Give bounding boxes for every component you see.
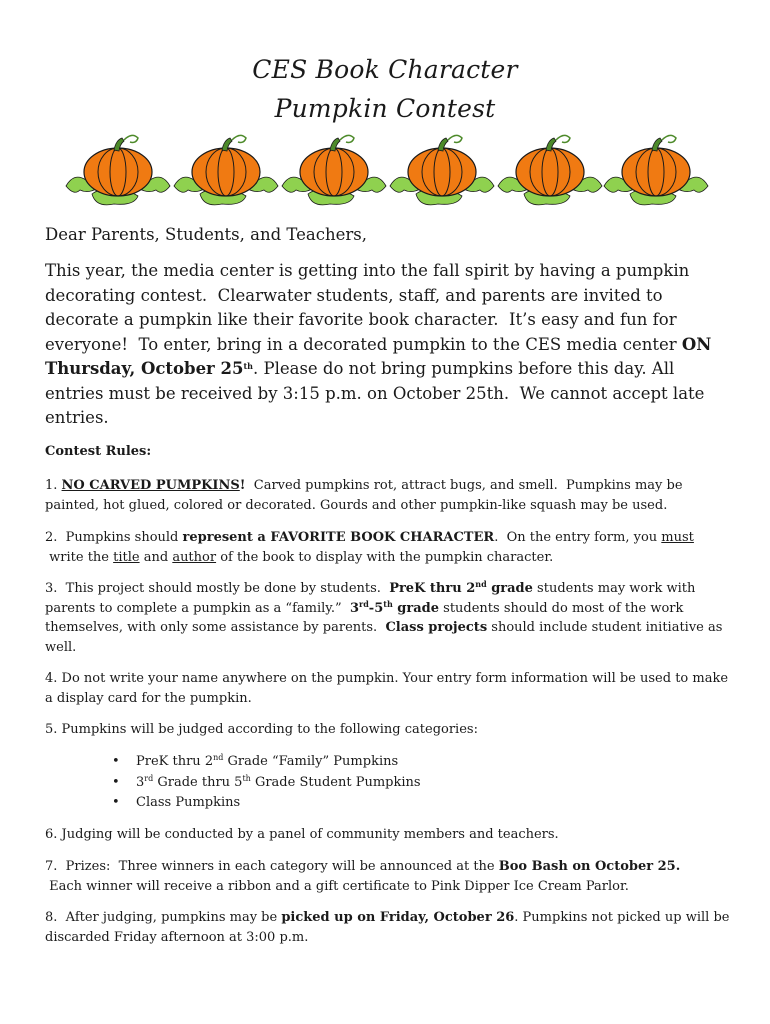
rule-3-bold-1 xyxy=(389,581,533,596)
pumpkin-icon xyxy=(62,128,174,208)
rule-7 xyxy=(45,857,735,896)
rule-3-b1: PreK thru 2 xyxy=(389,581,476,596)
pumpkin-icon xyxy=(386,128,498,208)
title-line-2: Pumpkin Contest xyxy=(274,94,496,123)
rule-1-num: 1. xyxy=(45,478,62,493)
rule-7-bold: Boo Bash on October 25. xyxy=(498,859,681,874)
rule-7-t2: Each winner will receive a ribbon and a gift certificate to Pink Dipper Ice Cream Parlor. xyxy=(45,878,629,894)
intro-text-1: This year, the media center is getting into the fall spirit by having a pumpkin decorating contest. Clearwater students, staff, and parents are invited to decorate a pumpkin like their favorite book character. It’s easy and fun for everyone! To enter, bring in a decorated pumpkin to the CES media center xyxy=(45,261,695,354)
list-item xyxy=(112,793,421,814)
rule-2-title: title xyxy=(113,549,140,565)
category-2-a: 3 xyxy=(136,774,145,790)
bullet-icon: • xyxy=(112,774,120,790)
rule-3-b3: Class projects xyxy=(385,620,488,635)
pumpkin-icon xyxy=(170,128,282,208)
category-3-a: Class Pumpkins xyxy=(136,795,241,810)
rule-3-t2: students may work with parents to complete a pumpkin as a “family.” xyxy=(45,581,700,616)
pumpkin-icon xyxy=(278,128,390,208)
pumpkin-icon xyxy=(494,128,606,208)
rule-8-t1: 8. After judging, pumpkins may be xyxy=(45,910,282,925)
intro-date xyxy=(45,359,253,378)
category-1-sup: nd xyxy=(213,753,224,762)
rule-3-t1: 3. This project should mostly be done by students. xyxy=(45,581,390,596)
rule-6: 6. Judging will be conducted by a panel of community members and teachers. xyxy=(45,827,559,842)
rule-1-text: Carved pumpkins rot, attract bugs, and smell. Pumpkins may be painted, hot glued, colored or decorated. Gourds and other pumpkin-like squash may be used. xyxy=(45,478,687,513)
rule-3-b1-end: grade xyxy=(486,581,533,596)
rule-1 xyxy=(45,476,735,515)
rule-7-t1: 7. Prizes: Three winners in each category will be announced at the xyxy=(45,859,499,874)
list-item xyxy=(112,773,421,794)
category-2-b: Grade thru 5 xyxy=(153,774,243,790)
rule-1-emphasis: NO CARVED PUMPKINS xyxy=(61,478,240,493)
rule-8 xyxy=(45,908,735,947)
rule-2-t4: of the book to display with the pumpkin character. xyxy=(216,549,554,565)
rule-2-t2: write the xyxy=(45,549,114,565)
bullet-icon: • xyxy=(112,754,120,769)
rule-2-bold: represent a FAVORITE BOOK CHARACTER xyxy=(182,530,495,545)
pumpkin-border xyxy=(62,128,712,208)
category-2-d: Grade Student Pumpkins xyxy=(250,774,421,790)
category-2-sup: rd xyxy=(144,773,154,783)
rule-8-bold: picked up on Friday, October 26 xyxy=(281,910,515,925)
rule-2-must: must xyxy=(661,530,694,545)
rule-2-t1: . On the entry form, you xyxy=(494,530,662,545)
bullet-icon: • xyxy=(112,795,120,810)
rule-3-b1-sup: nd xyxy=(475,579,487,589)
rule-2-t3: and xyxy=(139,549,173,565)
rule-8-t2: . Pumpkins not picked up will be discarded Friday afternoon at 3:00 p.m. xyxy=(45,910,734,945)
rule-4: 4. Do not write your name anywhere on the pumpkin. Your entry form information will be used to make a display card for the pumpkin. xyxy=(45,671,729,706)
pumpkin-icon xyxy=(600,128,712,208)
rule-3-t3: students should do most of the work themselves, with only some assistance by parents. xyxy=(45,600,688,635)
rule-2-num: 2. Pumpkins should xyxy=(45,530,183,545)
rule-3-b2a-sup: rd xyxy=(358,598,369,609)
intro-text-2: . Please do not bring pumpkins before this day. All entries must be received by 3:15 p.m. on October 25th. We cannot accept late entries. xyxy=(45,359,710,427)
salutation: Dear Parents, Students, and Teachers, xyxy=(45,225,367,244)
rule-3 xyxy=(45,579,735,657)
rule-3-b2b-sup: th xyxy=(383,598,393,609)
rule-3-b2b: -5 xyxy=(368,600,384,616)
intro-on: ON xyxy=(681,334,712,354)
category-1-a: PreK thru 2 xyxy=(136,754,214,769)
intro-date-text: Thursday, October 25 xyxy=(45,359,244,378)
title-line-1: CES Book Character xyxy=(252,55,518,84)
category-1-b: Grade “Family” Pumpkins xyxy=(223,754,399,769)
rule-1-bang: ! xyxy=(239,478,246,493)
category-list xyxy=(112,752,421,814)
rule-5: 5. Pumpkins will be judged according to the following categories: xyxy=(45,722,478,737)
rule-3-b2a: 3 xyxy=(349,600,359,616)
rule-2 xyxy=(45,528,735,567)
intro-paragraph xyxy=(45,259,735,431)
rules-heading: Contest Rules: xyxy=(45,444,152,459)
category-2-sup2: th xyxy=(242,773,251,783)
rule-3-b2-end: grade xyxy=(392,600,440,616)
intro-date-sup: th xyxy=(243,361,253,371)
rule-3-t4: should include student initiative as well. xyxy=(45,620,727,655)
rule-3-bold-2 xyxy=(349,598,440,616)
rule-2-author: author xyxy=(172,549,217,565)
list-item xyxy=(112,752,421,773)
